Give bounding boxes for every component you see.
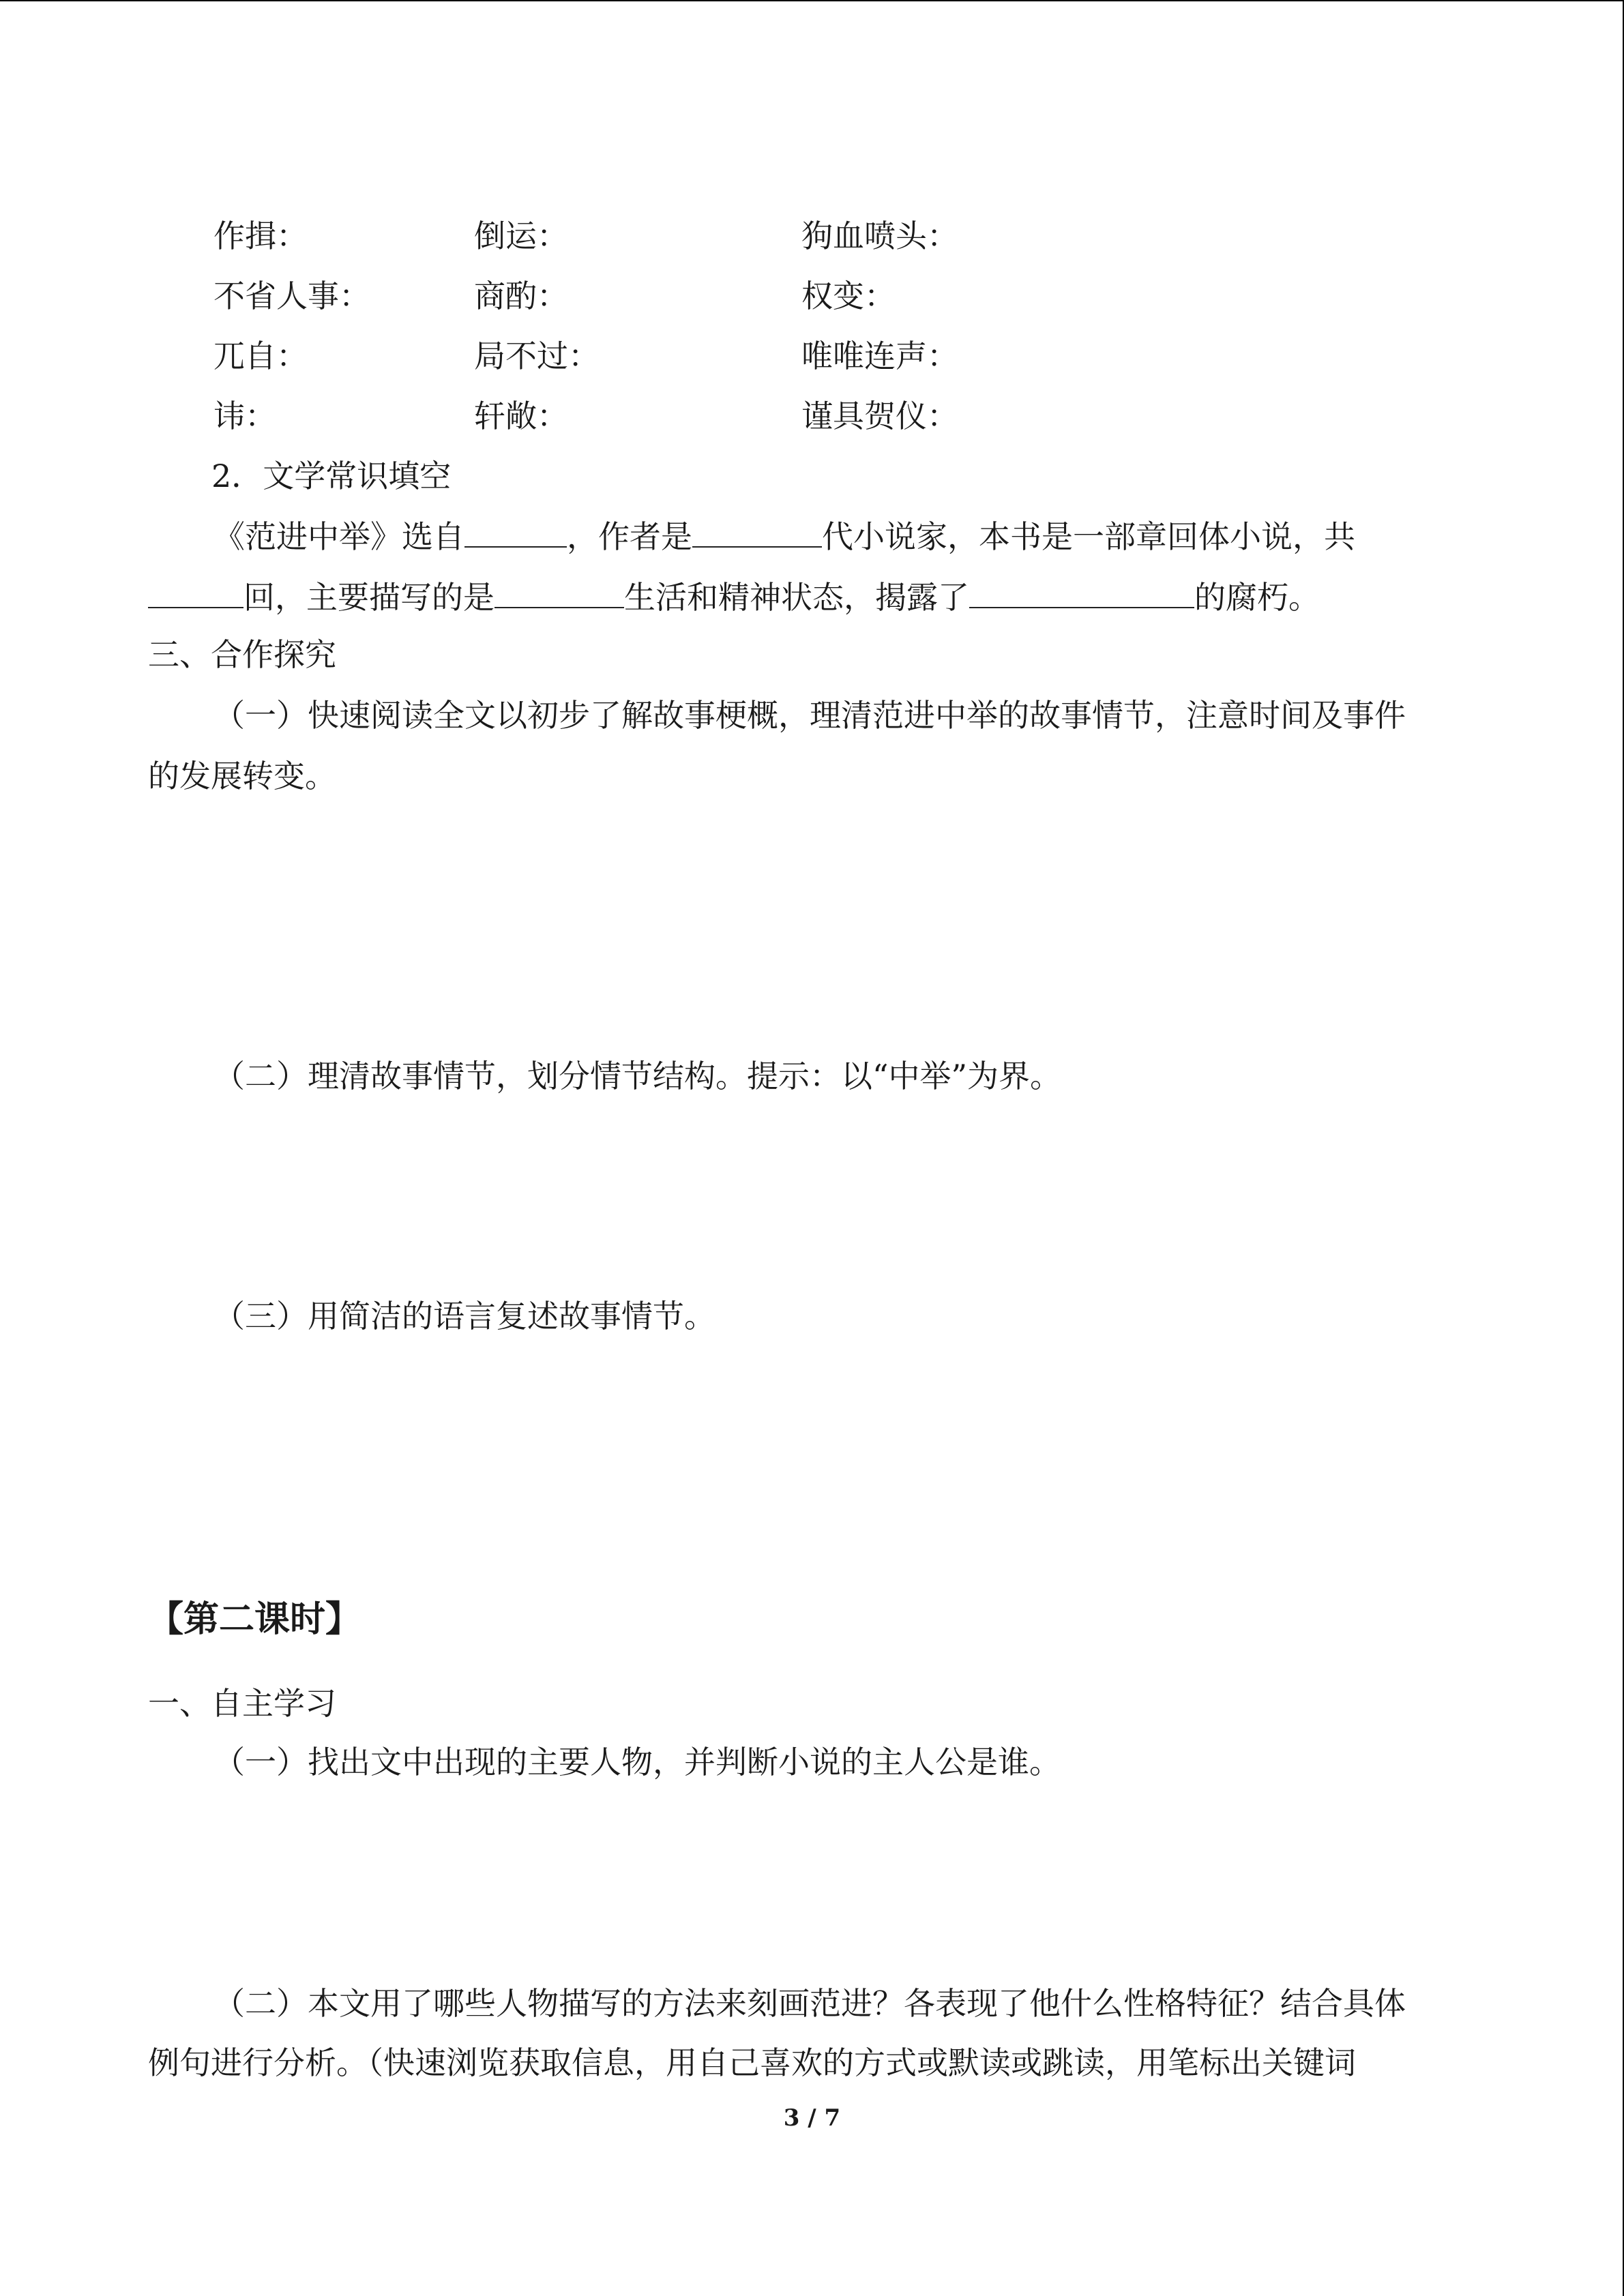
literary-text: 代小说家，本书是一部章回体小说，共: [822, 518, 1355, 555]
vocab-row: [0, 334, 1624, 378]
vocab-row: [0, 274, 1624, 318]
question-text: （二）本文用了哪些人物描写的方法来刻画范进？各表现了他什么性格特征？结合具体: [213, 1985, 1406, 2022]
blank-source-book[interactable]: [464, 519, 567, 548]
literary-text: 《范进中举》选自: [213, 518, 464, 555]
page-number: 3 / 7: [783, 2104, 841, 2132]
blank-dynasty[interactable]: [692, 519, 822, 548]
literary-text: 回，主要描写的是: [243, 579, 494, 616]
section-title: 一、自主学习: [148, 1685, 336, 1722]
vocab-term: 唯唯连声：: [801, 338, 958, 374]
vocab-row: [0, 394, 1624, 438]
question-text: 的发展转变。: [148, 758, 336, 794]
literary-text: 的腐朽。: [1194, 579, 1320, 616]
vocab-term: 狗血喷头：: [801, 218, 958, 254]
lesson-heading: 【第二课时】: [148, 1599, 361, 1640]
vocab-term: 谨具贺仪：: [801, 398, 958, 434]
literary-line-1: [213, 515, 1355, 558]
vocab-term: 兀自：: [213, 338, 308, 374]
question-text: （一）找出文中出现的主要人物，并判断小说的主人公是谁。: [213, 1744, 1061, 1780]
vocab-term: 权变：: [801, 278, 896, 314]
vocab-row: [0, 214, 1624, 258]
question-text: （一）快速阅读全文以初步了解故事梗概，理清范进中举的故事情节，注意时间及事件: [213, 697, 1406, 734]
blank-subject[interactable]: [494, 580, 624, 608]
blank-chapter-count[interactable]: [148, 580, 243, 608]
question-text: （二）理清故事情节，划分情节结构。提示：以“中举”为界。: [213, 1058, 1062, 1094]
literary-heading: 2．文学常识填空: [211, 458, 452, 494]
section-title: 三、合作探究: [148, 636, 336, 673]
vocab-term: 倒运：: [474, 218, 568, 254]
question-text: （三）用简洁的语言复述故事情节。: [213, 1298, 715, 1335]
vocab-term: 轩敞：: [474, 398, 568, 434]
vocab-term: 作揖：: [213, 218, 308, 254]
vocab-term: 局不过：: [474, 338, 600, 374]
vocab-term: 讳：: [213, 398, 276, 434]
vocab-term: 不省人事：: [213, 278, 370, 314]
blank-system[interactable]: [969, 580, 1194, 608]
literary-text: ，作者是: [567, 518, 692, 555]
literary-text: 生活和精神状态，揭露了: [624, 579, 969, 616]
vocab-term: 商酌：: [474, 278, 568, 314]
literary-line-2: [148, 576, 1320, 619]
question-text: 例句进行分析。（快速浏览获取信息，用自己喜欢的方式或默读或跳读，用笔标出关键词: [148, 2044, 1356, 2081]
